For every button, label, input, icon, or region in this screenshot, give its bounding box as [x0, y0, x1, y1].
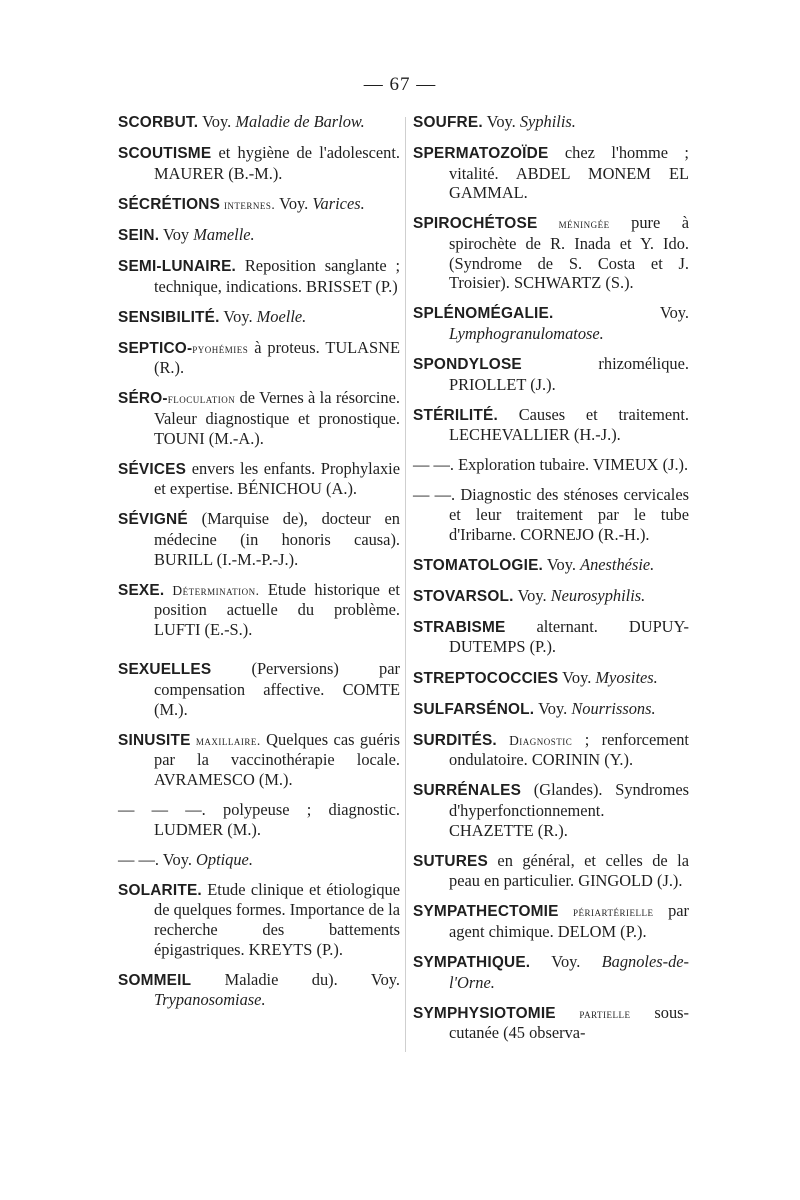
index-entry — [118, 225, 400, 246]
index-entry — [118, 580, 400, 640]
entry-text: sous-cutanée (45 observa- — [449, 1002, 689, 1043]
index-entry — [413, 851, 689, 891]
entry-text: (Perversions) par compensation affective. COMTE (M.). — [154, 659, 400, 719]
index-entry — [118, 850, 400, 870]
index-entry — [413, 405, 689, 445]
entry-heading: SURDITÉS. — [413, 731, 497, 749]
entry-text: chez l'homme ; vitalité. ABDEL MONEM EL GAMMAL. — [449, 143, 689, 203]
cross-reference: Maladie de Barlow. — [235, 112, 365, 131]
entry-text: Voy. — [513, 585, 551, 605]
entry-heading: SOLARITE. — [118, 881, 202, 899]
entry-heading: SYMPATHECTOMIE — [413, 903, 559, 921]
entry-heading: SÉRO- — [118, 390, 168, 408]
entry-heading: STOMATOLOGIE. — [413, 556, 544, 574]
index-entry — [118, 730, 400, 790]
entry-heading: SCORBUT. — [118, 114, 199, 131]
entry-text: de Vernes à la résorcine. Valeur diagnostique et pronostique. TOUNI (M.-A.). — [154, 388, 400, 448]
entry-text: Maladie du). Voy. — [191, 969, 400, 989]
entry-qualifier: pyohémies — [192, 340, 249, 356]
entry-text: Voy. — [534, 698, 572, 718]
entry-heading: SPONDYLOSE — [413, 355, 522, 373]
index-entry — [413, 1003, 689, 1043]
entry-heading: SOMMEIL — [118, 971, 192, 989]
right-column — [413, 112, 689, 1053]
entry-text: — —. Diagnostic des sténoses cervicales et leur traitement par le tube d'Iribarne. CORNEJO (R.-H.). — [413, 485, 689, 544]
entry-text: Voy — [159, 224, 194, 244]
entry-heading: SOUFRE. — [413, 114, 483, 131]
cross-reference: Trypanosomiase. — [154, 990, 266, 1010]
cross-reference: Neurosyphilis. — [550, 585, 646, 605]
entry-text: Reposition sanglante ; technique, indications. BRISSET (P.) — [154, 255, 400, 296]
entry-text: Voy. — [530, 952, 602, 972]
entry-qualifier: Diagnostic — [496, 732, 573, 748]
index-entry — [413, 668, 689, 689]
cross-reference: Myosites. — [595, 667, 658, 687]
index-entry — [413, 485, 689, 544]
index-entry — [118, 307, 400, 328]
index-entry — [413, 455, 689, 475]
entry-heading: SYMPHYSIOTOMIE — [413, 1004, 556, 1022]
index-entry — [413, 143, 689, 203]
entry-heading: SYMPATHIQUE. — [413, 954, 531, 972]
entry-text: et hygiène de l'adolescent. MAURER (B.-M.). — [154, 143, 400, 183]
entry-text: pure à spirochète de R. Inada et Y. Ido. (Syndrome de S. Costa et J. Troisier). SCHWARTZ (S.). — [449, 213, 689, 293]
index-entry — [413, 780, 689, 840]
index-entry — [413, 586, 689, 607]
entry-qualifier: floculation — [167, 391, 236, 407]
entry-text: — —. Voy. — [118, 849, 197, 869]
entry-text: ; renforcement ondulatoire. CORININ (Y.). — [449, 729, 689, 770]
index-entry — [413, 112, 689, 133]
entry-qualifier: partielle — [555, 1005, 631, 1021]
entry-text: en général, et celles de la peau en particulier. GINGOLD (J.). — [449, 850, 689, 891]
index-entry — [118, 800, 400, 839]
cross-reference: Nourrissons. — [571, 698, 656, 718]
entry-text: Voy. — [219, 306, 257, 326]
index-entry — [413, 555, 689, 576]
entry-text: alternant. DUPUY-DUTEMPS (P.). — [449, 616, 689, 657]
entry-text: Causes et traitement. LECHEVALLIER (H.-J.). — [449, 404, 689, 445]
entry-text: Voy. — [198, 112, 236, 131]
entry-qualifier: maxillaire. — [190, 732, 261, 748]
entry-qualifier: méningée — [537, 216, 610, 232]
entry-text: (Marquise de), docteur en médecine (in honoris causa). BURILL (I.-M.-P.-J.). — [154, 509, 400, 569]
entry-text: Voy. — [543, 554, 581, 574]
entry-heading: SULFARSÉNOL. — [413, 700, 535, 718]
index-entry — [413, 699, 689, 720]
entry-heading: SEXUELLES — [118, 661, 212, 679]
entry-heading: STRABISME — [413, 618, 506, 636]
index-entry — [118, 880, 400, 959]
index-entry — [413, 213, 689, 292]
cross-reference: Lymphogranulomatose. — [449, 323, 604, 343]
entry-heading: SPLÉNOMÉGALIE. — [413, 305, 554, 323]
entry-heading: SINUSITE — [118, 731, 191, 749]
entry-text: Etude clinique et étiologique de quelques formes. Importance de la recherche des battements épigastriques. KREYTS (P.). — [154, 879, 400, 959]
entry-text: à proteus. TULASNE (R.). — [154, 337, 400, 378]
entry-heading: SPERMATOZOÏDE — [413, 145, 549, 163]
index-entry — [118, 194, 400, 215]
cross-reference: Optique. — [196, 849, 253, 869]
cross-reference: Bagnoles-de-l'Orne. — [449, 952, 689, 992]
index-entry — [118, 143, 400, 183]
entry-heading: SPIROCHÉTOSE — [413, 215, 538, 233]
entry-heading: SÉVICES — [118, 460, 187, 478]
entry-heading: SCOUTISME — [118, 145, 212, 163]
index-entry — [118, 509, 400, 569]
entry-qualifier: Détermination. — [164, 582, 260, 598]
entry-text: (Glandes). Syndromes d'hyperfonctionnement. CHAZETTE (R.). — [449, 780, 689, 840]
entry-heading: SENSIBILITÉ. — [118, 308, 220, 326]
cross-reference: Moelle. — [256, 306, 307, 326]
index-entry — [118, 256, 400, 296]
index-entry — [413, 952, 689, 992]
entry-heading: SUTURES — [413, 852, 488, 870]
entry-heading: SEXE. — [118, 581, 165, 599]
index-entry — [118, 112, 400, 133]
index-entry — [413, 730, 689, 770]
cross-reference: Mamelle. — [193, 224, 255, 244]
cross-reference: Varices. — [312, 193, 365, 213]
entry-heading: SEPTICO- — [118, 339, 193, 357]
index-entry — [118, 459, 400, 499]
entry-text: Voy. — [558, 667, 596, 687]
index-entry — [413, 901, 689, 941]
entry-qualifier: internes. — [220, 196, 276, 212]
cross-reference: Anesthésie. — [580, 554, 655, 574]
entry-text: Voy. — [482, 112, 520, 131]
entry-heading: SEMI-LUNAIRE. — [118, 257, 237, 275]
index-entry — [413, 617, 689, 657]
index-entry — [413, 303, 689, 343]
entry-text: envers les enfants. Prophylaxie et expertise. BÉNICHOU (A.). — [154, 458, 400, 499]
entry-text: Voy. — [275, 193, 313, 213]
entry-text: par agent chimique. DELOM (P.). — [449, 901, 689, 941]
index-entry — [118, 659, 400, 719]
entry-heading: STOVARSOL. — [413, 587, 514, 605]
cross-reference: Syphilis. — [519, 112, 576, 131]
index-entry — [118, 970, 400, 1010]
entry-text: rhizomélique. PRIOLLET (J.). — [449, 353, 689, 394]
entry-text: Etude historique et position actuelle du problème. LUFTI (E.-S.). — [154, 579, 400, 639]
column-divider — [405, 117, 406, 1052]
entry-heading: SEIN. — [118, 226, 160, 244]
entry-qualifier: périartérielle — [558, 904, 654, 920]
entry-heading: SÉCRÉTIONS — [118, 195, 221, 213]
index-entry — [118, 388, 400, 448]
left-column — [118, 112, 400, 1020]
entry-heading: SURRÉNALES — [413, 782, 522, 800]
page-number: — 67 — — [363, 74, 437, 95]
entry-heading: SÉVIGNÉ — [118, 511, 188, 529]
index-entry — [118, 338, 400, 378]
entry-heading: STÉRILITÉ. — [413, 406, 498, 424]
entry-text: — — —. polypeuse ; diagnostic. LUDMER (M.). — [118, 800, 400, 839]
entry-text: Voy. — [553, 303, 689, 323]
index-entry — [413, 354, 689, 394]
entry-text: Quelques cas guéris par la vaccinothérapie locale. AVRAMESCO (M.). — [154, 729, 400, 789]
entry-heading: STREPTOCOCCIES — [413, 669, 559, 687]
entry-text: — —. Exploration tubaire. VIMEUX (J.). — [413, 455, 689, 475]
